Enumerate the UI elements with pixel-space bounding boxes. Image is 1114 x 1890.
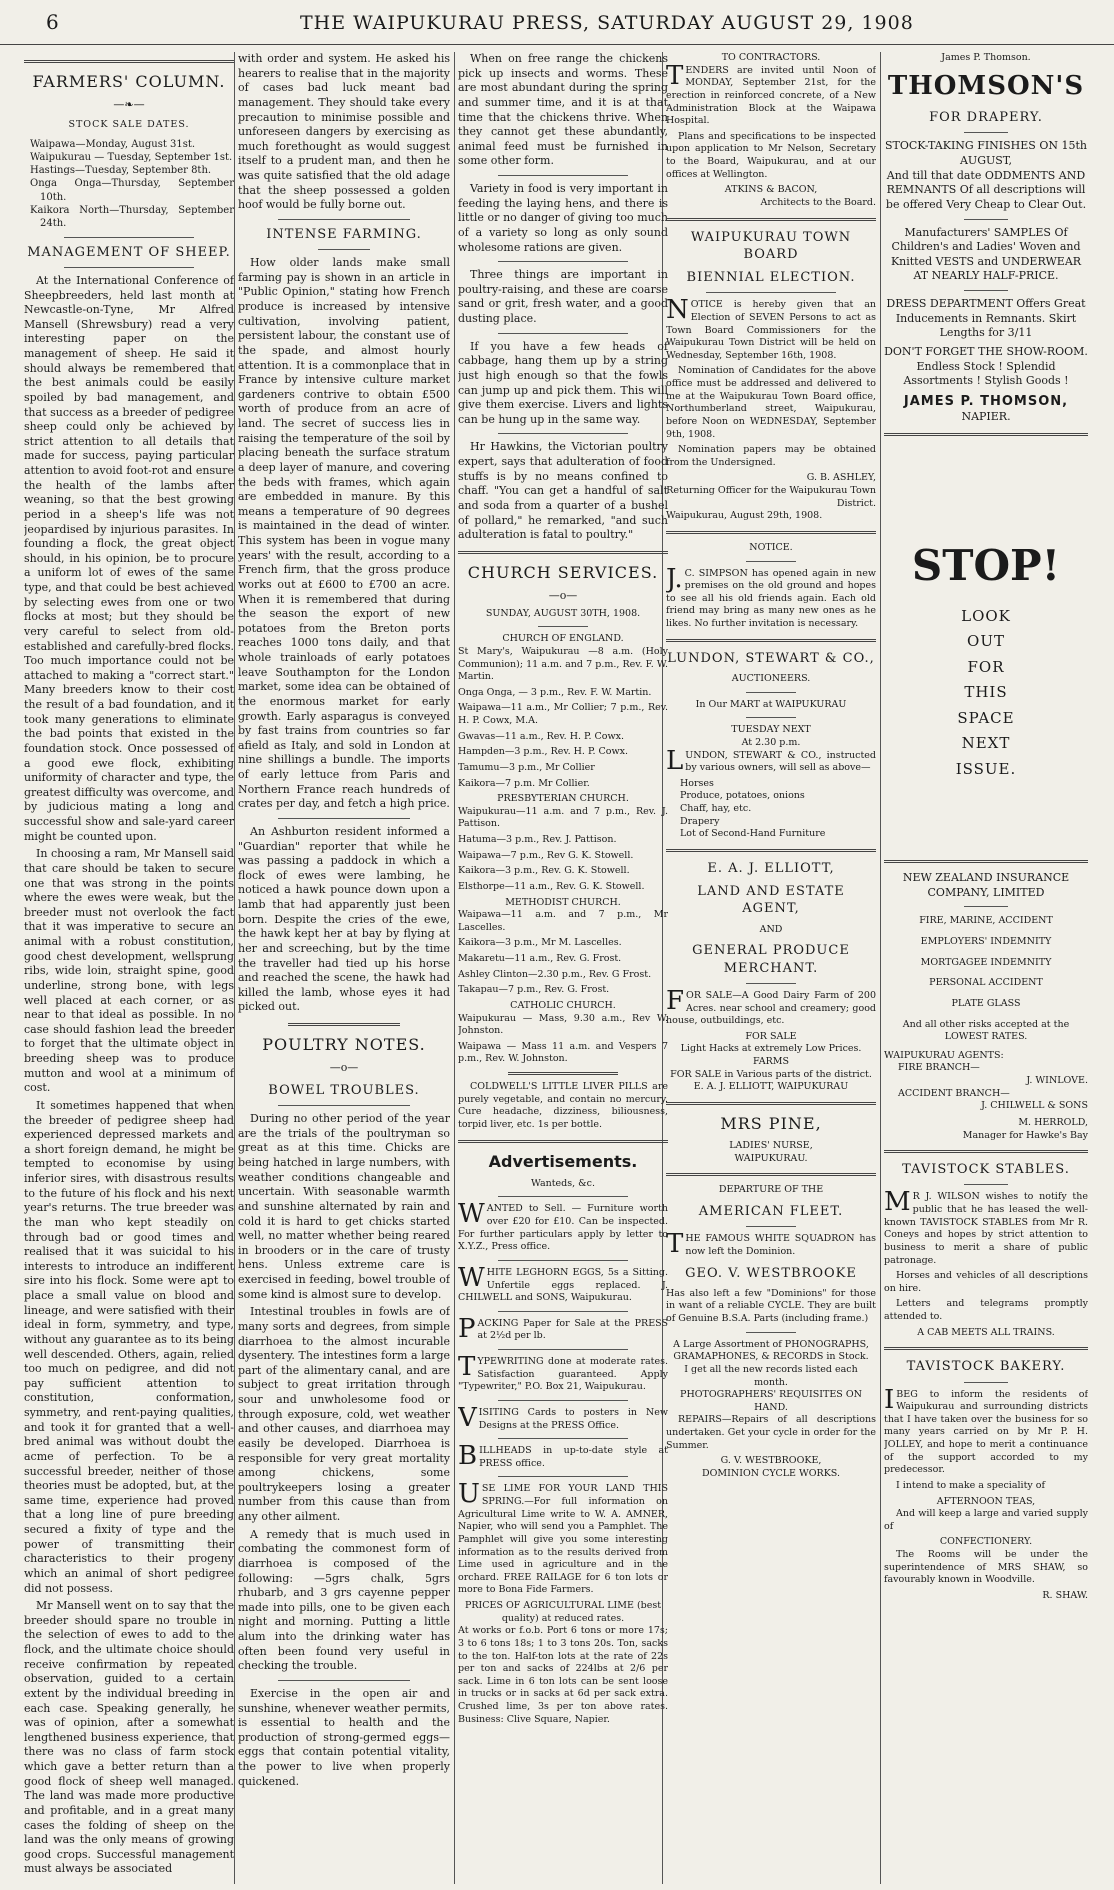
service-line: Kaikora—7 p.m. Mr Collier. [458,777,590,789]
ornament: —o— [548,589,578,603]
rule [666,639,876,642]
fire-marine: FIRE, MARINE, ACCIDENT [919,915,1053,927]
other-risks: And all other risks accepted at the LOWEST RATES. [902,1018,1070,1043]
horses-vehicles: Horses and vehicles of all descriptions on hire. [884,1270,1088,1294]
tavistock-bakery-heading: TAVISTOCK BAKERY. [906,1359,1066,1375]
look-word: SPACE [957,708,1015,727]
oddments: And till that date ODDMENTS AND REMNANTS Of all descriptions will be offered Very Cheap to Clear Out. [885,168,1087,211]
service-line: Kaikora—3 p.m., Rev. G. K. Stowell. [458,865,630,877]
rule [278,1680,410,1681]
dairy-farm-ad: FOR SALE—A Good Dairy Farm of 200 Acres. near school and creamery; good house, outbuildings, etc. [666,985,876,1027]
manager-hawkes-bay: Manager for Hawke's Bay [962,1129,1088,1141]
auctioneers: AUCTIONEERS. [731,673,811,684]
farms-line: FARMS [752,1056,789,1068]
land-agent: LAND AND ESTATE AGENT, [697,884,845,917]
sale-item: Lot of Second-Hand Furniture [680,828,826,840]
article-paragraph: with order and system. He asked his hearers to realise that in the majority of cases bad luck meant bad management. They should take every precaution to minimise possible and unforeseen dangers by exercising as much forethought as would suggest itself to a prudent man, and then he was quite satisfied that the old adage that the sheep possessed a golden hoof would be fully borne out. [238,52,450,212]
westbrooke-heading: GEO. V. WESTBROOKE [685,1265,857,1281]
election-notice: NOTICE is hereby given that an Election of SEVEN Persons to act as Town Board Commissioners for the Waipukurau Town District will be held on Wednesday, September 16th, 1908. [666,295,876,361]
farmers-column-title: FARMERS' COLUMN. [32,72,226,91]
rule [498,261,628,262]
afternoon-teas: AFTERNOON TEAS, [936,1495,1036,1507]
tuesday-next: TUESDAY NEXT [731,724,811,736]
contractors-heading: TO CONTRACTORS. [721,52,821,63]
produce-merchant: GENERAL PRODUCE MERCHANT. [692,943,850,976]
wanted-ad: WANTED to Sell. — Furniture worth over £20 for £10. Can be inspected. For further particulars apply by letter to X.Y.Z., Press office. [458,1199,668,1253]
intense-farming-heading: INTENSE FARMING. [266,226,422,242]
herrold: M. HERROLD, [1018,1116,1088,1128]
rule [318,249,370,250]
packing-paper-ad: PACKING Paper for Sale at the PRESS at 2½d per lb. [458,1313,668,1344]
stock-sale-dates [24,138,234,231]
photographers-requisites: PHOTOGRAPHERS' REQUISITES ON HAND. [680,1389,862,1413]
article-paragraph: It sometimes happened that when the breeder of pedigree sheep had experienced depressed markets and a short foreign demand, he might be tempted to economise by using inferior sires, with disastrous results to the future of his flock and his next year's returns. The true breeder was the man who kept steadily on through bad or good times and realised that it was suicidal to his interests to introduce an indifferent sire into his flock. Some were apt to place a small value on blood and lineage, and were satisfied with their ideal in form, symmetry, and type, without any guarantee as to its being well descended. Others, again, relied too much on pedigree, and did not pay sufficient attention to constitution, conformation, symmetry, and rent-paying qualities, and took it for granted that a well-bred animal was without doubt the acme of perfection. To be a successful breeder, neither of those theories must be adopted, but, at the same time, experience had proved that a long line of pure breeding secured a fixity of type and the power of transmitting their characteristics to their progeny which an animal of short pedigree did not possess. [24,1098,234,1595]
service-line: Waipawa — Mass 11 a.m. and Vespers 7 p.m., Rev. W. Johnston. [458,1040,668,1065]
company-limited: COMPANY, LIMITED [927,885,1045,899]
column-farmers [24,52,234,1884]
ornament: —o— [329,1061,359,1075]
leghorn-eggs-ad: WHITE LEGHORN EGGS, 5s a Sitting. Unfertile eggs replaced. J. CHILWELL and SONS, Waipukurau. [458,1262,668,1304]
column-divider [234,52,235,1884]
tavistock-stables-heading: TAVISTOCK STABLES. [902,1162,1070,1178]
methodist-heading: METHODIST CHURCH. [505,896,621,908]
rule [64,267,194,268]
rule [278,219,410,220]
cycle-ad: Has also left a few "Dominions" for those in want of a reliable CYCLE. They are built of Genuine B.S.A. Parts (including frame.) [666,1287,876,1325]
service-line: Gwavas—11 a.m., Rev. H. P. Cowx. [458,730,625,742]
rule [498,433,628,434]
column-divider [880,52,881,1884]
rule [746,717,796,718]
visiting-cards-ad: VISITING Cards to posters in New Designs at the PRESS Office. [458,1402,668,1433]
service-line: Waipukurau — Mass, 9.30 a.m., Rev W. Johnston. [458,1012,668,1037]
rule [498,1196,628,1197]
show-room: DON'T FORGET THE SHOW-ROOM. [884,344,1088,358]
rule [884,433,1088,436]
rule [288,1023,400,1026]
rule [498,333,628,334]
service-line: Elsthorpe—11 a.m., Rev. G. K. Stowell. [458,880,645,892]
rule [458,1140,668,1143]
rule [884,1347,1088,1350]
nz-insurance: NEW ZEALAND INSURANCE [902,871,1070,885]
service-line: Onga Onga, — 3 p.m., Rev. F. W. Martin. [458,686,652,698]
notice-dateline: Waipukurau, August 29th, 1908. [666,510,823,522]
rule [278,818,410,819]
catholic-heading: CATHOLIC CHURCH. [510,999,616,1011]
bakery-notice: IBEG to inform the residents of Waipukurau and surrounding districts that I have taken over the business for so many years carried on by Mr P. H. JOLLEY, and hope to merit a continuance of the support accorded to my predecessor. [884,1384,1088,1476]
service-line: St Mary's, Waipukurau —8 a.m. (Holy Communion); 11 a.m. and 7 p.m., Rev. F. W. Martin. [458,645,668,683]
simpson-notice: J.C. SIMPSON has opened again in new premises on the old ground and hopes to see all his old friends again. Each old friend may bring as many new ones as he likes. No further invitation is necessary. [666,563,876,630]
service-line: Waipawa—7 p.m., Rev G. K. Stowell. [458,849,634,861]
service-line: Makaretu—11 a.m., Rev. G. Frost. [458,953,622,965]
service-line: Hatuma—3 p.m., Rev. J. Pattison. [458,834,617,846]
supply-line: And will keep a large and varied supply of [884,1508,1088,1532]
rule [746,1226,796,1227]
article-paragraph: Variety in food is very important in feeding the laying hens, and there is little or no danger of giving too much of a variety so long as only sound wholesome rations are given. [458,182,668,254]
article-paragraph: Three things are important in poultry-raising, and these are coarse sand or grit, fresh water, and a good dusting place. [458,268,668,325]
rule [498,1400,628,1401]
sale-date: Waipawa—Monday, August 31st. [30,138,196,150]
article-paragraph: A remedy that is much used in combating the commonest form of diarrhoea is composed of the following: —5grs chalk, 5grs rhubarb, and 3 grs cayenne pepper made into pills, one to be given each night and morning. Putting a little alum into the drinking water has often been found very useful in checking the trouble. [238,1527,450,1673]
service-line: Kaikora—3 p.m., Mr M. Lascelles. [458,937,622,949]
light-hacks: Light Hacks at extremely Low Prices. [680,1043,862,1055]
rule [498,1349,628,1350]
architects: Architects to the Board. [760,196,876,208]
column-intense-farming [238,52,450,1884]
notice-heading: NOTICE. [749,541,793,553]
look-word: ISSUE. [955,759,1017,778]
rule [746,983,796,984]
church-of-england-heading: CHURCH OF ENGLAND. [502,633,624,645]
rule [964,1382,1008,1383]
white-squadron: THE FAMOUS WHITE SQUADRON has now left the Dominion. [666,1229,876,1260]
church-services-heading: CHURCH SERVICES. [467,562,659,582]
accident-branch: ACCIDENT BRANCH— [898,1087,1010,1099]
column-divider [454,52,455,1884]
rule [884,1150,1088,1153]
sale-item: Produce, potatoes, onions [680,790,805,802]
american-fleet-heading: AMERICAN FLEET. [698,1204,844,1220]
shaw-signature: R. SHAW. [1042,1589,1088,1601]
atkins-bacon: ATKINS & BACON, [724,184,818,196]
sale-item: Horses [680,777,714,789]
rule [666,1102,876,1105]
service-line: Hampden—3 p.m., Rev. H. P. Cowx. [458,746,628,758]
sale-time: At 2.30 p.m. [741,736,801,748]
cab-trains: A CAB MEETS ALL TRAINS. [917,1326,1055,1338]
sale-date: Kaikora North—Thursday, September 24th. [30,205,234,230]
service-line: Waipawa—11 a.m. and 7 p.m., Mr Lascelles. [458,909,668,933]
service-line: Waipawa—11 a.m., Mr Collier; 7 p.m., Rev. H. P. Cowx, M.A. [458,702,668,727]
article-paragraph: Mr Mansell went on to say that the breeder should spare no trouble in the selection of ewes to add to the flock, and the ultimate choice should receive confirmation by repeated observation, guided to a certain extent by the individual breeding in each case. Speaking generally, he was of opinion, after a somewhat lengthened business experience, that there was no class of farm stock which gave a better return than a good flock of sheep well managed. The land was made more productive and profitable, and in a great many cases the folding of sheep on the land was the only means of growing good crops. Successful management must always be associated [24,1599,234,1876]
advertisements-heading: Advertisements. [488,1151,638,1171]
lundon-stewart-heading: LUNDON, STEWART & CO., [667,650,875,666]
endless-stock: Endless Stock ! Splendid Assortments ! Stylish Goods ! [903,359,1069,388]
nomination-notice: Nomination of Candidates for the above office must be addressed and delivered to me at the Waipukurau Town Board office, Northumberland street, Waipukurau, before Noon on WEDNESDAY, September 9th, 1908. [666,365,876,440]
speciality-line: I intend to make a speciality of [896,1479,1046,1491]
james-thomson-bold: JAMES P. THOMSON, [903,393,1069,409]
agents-heading: WAIPUKURAU AGENTS: [884,1049,1004,1061]
rule [458,551,668,554]
rule [746,692,796,693]
rule [278,1105,410,1106]
tenders-notice: TENDERS are invited until Noon of MONDAY, September 21st, for the erection in reinforced concrete, of a New Administration Block at the Waipawa Hospital. [666,60,876,127]
rule [746,1332,796,1333]
stock-taking: STOCK-TAKING FINISHES ON 15th AUGUST, [885,139,1087,168]
billheads-ad: BILLHEADS in up-to-date style at PRESS office. [458,1441,668,1472]
lime-prices-heading: PRICES OF AGRICULTURAL LIME (best quality) at reduced rates. [464,1600,662,1624]
newspaper-title: THE WAIPUKURAU PRESS, SATURDAY AUGUST 29, 1908 [300,12,914,34]
article-paragraph: At the International Conference of Sheepbreeders, held last month at Newcastle-on-Tyne, Mr Alfred Mansell (Shrewsbury) read a very interesting paper on the management of sheep. He said it should always be remembered that the best animals could be easily spoiled by bad management, and that success as a breeder of pedigree sheep could only be achieved by strict attention to all details that made for success, paying particular attention to avoid foot-rot and ensure the health of the lambs after weaning, so that the best growing period in a sheep's life was not jeopardised by injurious parasites. In founding a flock, the great object should, in his opinion, be to procure a uniform lot of ewes of the same type, and that could be best achieved by selecting ewes from one or two flocks at most; but they should be very careful to select from old-established and carefully-bred flocks. Too much importance could not be attached to making a "correct start." Many breeders know to their cost the result of a bad foundation, and it took many generations to eliminate the bad points that existed in the foundation stock. Once possessed of a good ewe flock, exhibiting uniformity of character and type, the greatest difficulty was overcome, and by judicious mating a long and successful show and sale-yard career might be counted upon. [24,273,234,843]
cycle-works: DOMINION CYCLE WORKS. [702,1467,840,1479]
for-drapery: FOR DRAPERY. [929,110,1043,126]
article-paragraph: When on free range the chickens pick up insects and worms. These are most abundant during the spring and summer time, and it is at that time that the chickens thrive. When they cannot get these abundantly, animal feed must be furnished in some other form. [458,52,668,168]
service-line: Waipukurau—11 a.m. and 7 p.m., Rev. J. Pattison. [458,805,668,830]
presbyterian-heading: PRESBYTERIAN CHURCH. [497,793,629,805]
biennial-election-heading: BIENNIAL ELECTION. [686,270,856,286]
sale-item: Chaff, hay, etc. [680,803,752,814]
rule [706,292,836,293]
liver-pills-ad: COLDWELL'S LITTLE LIVER PILLS are purely vegetable, and contain no mercury. Cure headache, dizziness, biliousness, torpid liver, etc. 1s per bottle. [458,1081,668,1130]
pine-location: WAIPUKURAU. [734,1152,808,1164]
personal-accident: PERSONAL ACCIDENT [929,977,1043,989]
service-line: Takapau—7 p.m., Rev. G. Frost. [458,984,610,996]
article-paragraph: During no other period of the year are the trials of the poultryman so great as at this time. Chicks are being hatched in large numbers, with weather conditions changeable and uncertain. With seasonable warmth and sunshine alternated by rain and cold it is hard to get chicks started well, no matter whether being reared in brooders or in the care of trusty hens. Unless extreme care is exercised in feeding, bowel trouble of some kind is almost sure to develop. [238,1112,450,1301]
service-line: Tamumu—3 p.m., Mr Collier [458,761,595,773]
departure-line: DEPARTURE OF THE [718,1184,824,1196]
rule [746,561,796,562]
rule [498,1438,628,1439]
article-paragraph: An Ashburton resident informed a "Guardian" reporter that while he was passing a paddock in which a flock of ewes were lambing, he noticed a hawk pounce down upon a lamb that had apparently just been born. Despite the cries of the ewe, the hawk kept her at bay by flying at her and screeching, but by the time the traveller had tied up his horse and reached the scene, the hawk had killed the lamb, whose eyes it had picked out. [238,824,450,1014]
wanteds-heading: Wanteds, &c. [531,1177,595,1189]
look-word: LOOK [961,606,1011,625]
ashley-signature: G. B. ASHLEY, [806,472,876,484]
rooms-notice: The Rooms will be under the superintendence of MRS SHAW, so favourably known in Woodville. [884,1549,1088,1586]
records-line: I get all the new records listed each month. [684,1363,858,1388]
returning-officer: Returning Officer for the Waipukurau Town District. [666,485,876,509]
plate-glass: PLATE GLASS [951,997,1021,1009]
plans-notice: Plans and specifications to be inspected upon application to Mr Nelson, Secretary to the Board, Waipukurau, and at our offices at Wellington. [666,130,876,180]
page-number: 6 [46,10,59,34]
sale-date: Waipukurau — Tuesday, September 1st. [30,151,233,163]
rule [964,290,1008,291]
rule [498,1260,628,1261]
sheep-article-heading: MANAGEMENT OF SHEEP. [27,244,231,260]
mart-line: In Our MART at WAIPUKURAU [695,698,847,710]
sale-date: Onga Onga—Thursday, September 10th. [30,178,234,203]
rule [964,1184,1008,1185]
look-word: NEXT [961,734,1011,753]
employers-indemnity: EMPLOYERS' INDEMNITY [920,936,1052,947]
rule [666,849,876,852]
spacer [884,444,1088,534]
rule [498,175,628,176]
sale-item: Drapery [680,815,720,827]
town-board-heading: WAIPUKURAU TOWN BOARD [690,229,852,262]
article-paragraph: In choosing a ram, Mr Mansell said that care should be taken to secure one that was strong in the points where the ewes were weak, but the breeder must not overlook the fact that it was imperative to secure an animal with a robust constitution, good chest development, wellsprung ribs, wide loin, straight spine, good underline, strong bone, with legs well placed at each corner, or as near to that ideal as possible. In no case should fashion lead the breeder to forget that the ultimate object in breeding sheep was to produce mutton and wool at a minimum of cost. [24,847,234,1095]
rule [666,218,876,221]
column-notices [666,52,876,1884]
masthead [0,0,1114,45]
look-out-stack [884,604,1088,783]
lime-prices: At works or f.o.b. Port 6 tons or more 17s; 3 to 6 tons 18s; 1 to 3 tons 20s. Ton, sacks to the ton. Half-ton lots at the rate of 22s per ton and sacks of 224lbs at 2/6 per sack. Lime in 6 ton lots can be sent loose in trucks or in sacks at 6d per sack extra. Crushed lime, 3s per ton above rates. Business: Clive Square, Napier. [458,1625,668,1725]
rule [24,60,234,63]
thomsons-heading: THOMSON'S [887,70,1085,101]
confectionery: CONFECTIONERY. [939,1536,1033,1548]
look-word: THIS [964,683,1008,702]
rule [498,1311,628,1312]
rule [964,906,1008,907]
bowel-troubles-heading: BOWEL TROUBLES. [268,1082,420,1098]
rule [964,219,1008,220]
mrs-pine-heading: MRS PINE, [720,1113,822,1133]
rule [498,1476,628,1477]
farms-for-sale: FOR SALE in Various parts of the district. [670,1068,872,1080]
rule [538,626,588,627]
sunday-date: SUNDAY, AUGUST 30TH, 1908. [485,607,641,619]
article-paragraph: Exercise in the open air and sunshine, whenever weather permits, is essential to health and the production of strong-germed eggs—eggs that contain potential vitality, the power to live when properly quickened. [238,1686,450,1788]
look-word: FOR [967,657,1005,676]
repairs-ad: REPAIRS—Repairs of all descriptions undertaken. Get your cycle in order for the Summer. [666,1414,876,1451]
column-thomson [884,52,1088,1884]
stop-heading: STOP! [911,540,1061,590]
spacer [884,782,1088,852]
dress-department: DRESS DEPARTMENT Offers Great Inducements in Remnants. Skirt Lengths for 3/11 [886,297,1086,340]
article-paragraph: How older lands make small farming pay is shown in an article in "Public Opinion," stating how French produce is increased by intensive cultivation, involving patient, persistent labour, the constant use of the spade, and almost hourly attention. It is a commonplace that in France by intensive culture market gardeners contrive to obtain £500 worth of produce from an acre of land. The secret of success lies in raising the temperature of the soil by placing beneath the surface stratum a deep layer of manure, and covering the beds with frames, which again are embedded in manure. By this means a temperature of 90 degrees is maintained in the dead of winter. This system has been in vogue many years' with the result, according to a French firm, that the gross produce works out at £600 to £700 an acre. When it is remembered that during the season the export of new potatoes from the Breton ports reaches 1000 tons daily, and that whole trainloads of early potatoes leave Southampton for the London market, some idea can be obtained of the enormous market for early growth. Early asparagus is conveyed by fast trains from countries so far afield as Italy, and sold in London at nine shillings a bundle. The imports of early lettuce from Paris and Northern France reach hundreds of crates per day, and fetch a high price. [238,256,450,811]
rule [964,132,1008,133]
sale-date: Hastings—Tuesday, September 8th. [30,165,212,177]
mortgagee-indemnity: MORTGAGEE INDEMNITY [920,956,1052,968]
elliott-heading: E. A. J. ELLIOTT, [707,860,835,876]
article-paragraph: Intestinal troubles in fowls are of many sorts and degrees, from simple diarrhoea to the almost incurable dysentery. The intestines form a large part of the alimentary canal, and are subject to great irritation through sour and unwholesome food or through exposure, cold, wet weather and other causes, and diarrhoea may easily be developed. Diarrhoea is responsible for very great mortality among chickens, some poultrykeepers losing a greater number from this cause than from any other ailment. [238,1305,450,1524]
chilwell: J. CHILWELL & SONS [981,1100,1088,1112]
article-paragraph: If you have a few heads of cabbage, hang them up by a string just high enough so that the fowls can jump up and pick them. This will give them exercise. Livers and lights can be hung up in the same way. [458,339,668,426]
napier: NAPIER. [961,410,1011,424]
typewriting-ad: TYPEWRITING done at moderate rates. Satisfaction guaranteed. Apply "Typewriter," P.O. Box 21, Waipukurau. [458,1352,668,1393]
phonographs-ad: A Large Assortment of PHONOGRAPHS, GRAMAPHONES, & RECORDS in Stock. [673,1338,869,1363]
wilson-notice: MR J. WILSON wishes to notify the public that he has leased the well-known TAVISTOCK STABLES from Mr R. Coneys and hopes by strict attention to business to merit a share of public patronage. [884,1187,1088,1266]
westbrooke-signature: G. V. WESTBROOKE, [720,1455,822,1467]
column-church [458,52,668,1884]
lime-ad: USE LIME FOR YOUR LAND THIS SPRING.—For full information on Agricultural Lime write to W. A. AMNER, Napier, who will send you a Pamphlet. The Pamphlet will give you some interesting information as to the results derived from Lime used in agriculture and in the orchard. FREE RAILAGE for 6 ton lots or more to Bona Fide Farmers. [458,1479,668,1596]
elliott-signature: E. A. J. ELLIOTT, WAIPUKURAU [693,1081,849,1093]
james-thomson-small: James P. Thomson. [941,52,1031,63]
rule [666,531,876,534]
stock-sale-dates-heading: STOCK SALE DATES. [68,118,190,130]
article-paragraph: Hr Hawkins, the Victorian poultry expert, says that adulteration of food stuffs is by no means confined to chaff. "You can get a handful of salt and soda from a quarter of a bushel of pollard," he remarked, "and such adulteration is fatal to poultry." [458,440,668,542]
winlove: J. WINLOVE. [1026,1075,1088,1086]
rule [884,860,1088,863]
fire-branch: FIRE BRANCH— [898,1062,980,1074]
letters-telegrams: Letters and telegrams promptly attended to. [884,1298,1088,1323]
manufacturers-samples: Manufacturers' SAMPLES Of Children's and Ladies' Woven and Knitted VESTS and UNDERWEAR AT NEARLY HALF-PRICE. [890,225,1082,283]
rule [508,1072,618,1075]
instructed-notice: LUNDON, STEWART & CO., instructed by various owners, will sell as above— [666,745,876,776]
for-sale-line: FOR SALE [745,1030,797,1042]
and-line: AND [759,923,783,935]
nomination-papers: Nomination papers may be obtained from the Undersigned. [666,444,876,468]
look-word: OUT [967,632,1005,651]
rule [666,1173,876,1176]
rule [64,237,194,238]
ornament: —❧— [113,98,145,112]
ladies-nurse: LADIES' NURSE, [729,1140,813,1152]
service-line: Ashley Clinton—2.30 p.m., Rev. G Frost. [458,968,652,980]
poultry-notes-heading: POULTRY NOTES. [262,1035,426,1055]
